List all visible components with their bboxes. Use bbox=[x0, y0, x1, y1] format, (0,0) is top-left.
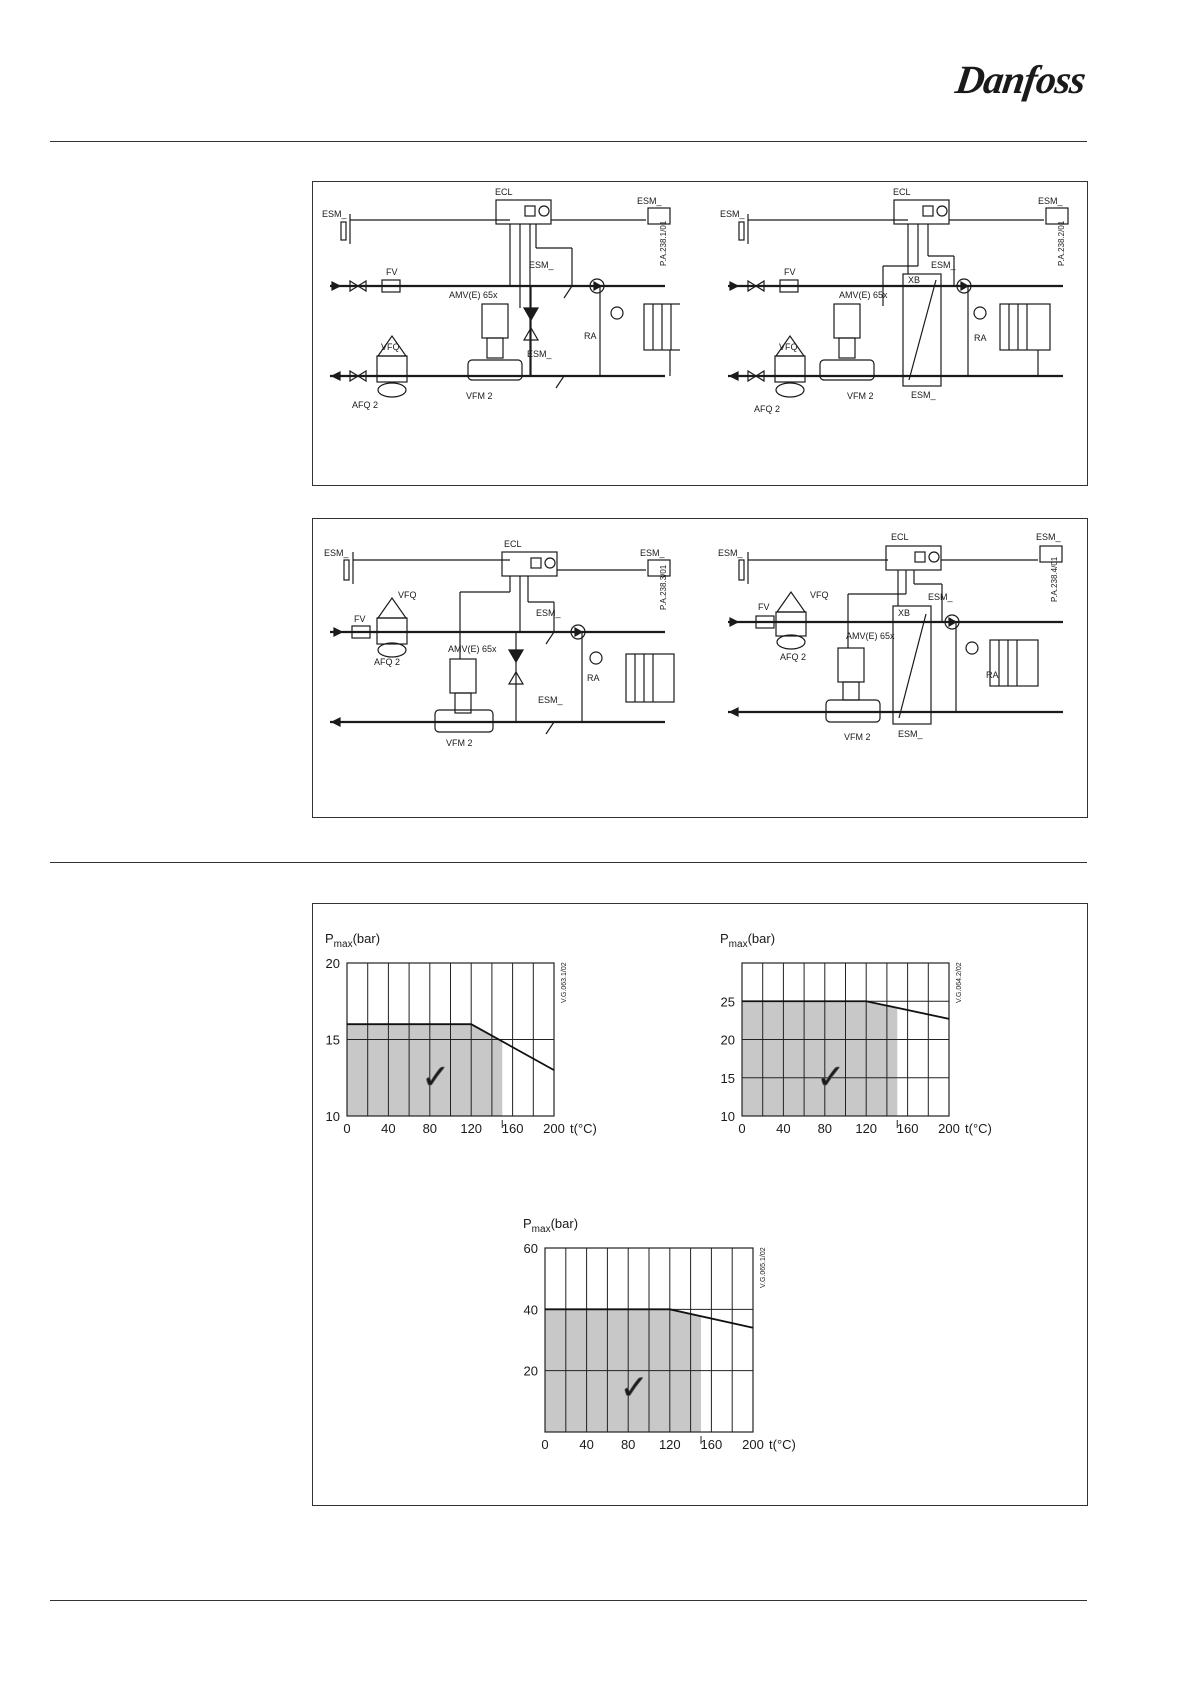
diagram-2 bbox=[718, 186, 1078, 426]
x-axis-label: t(°C) bbox=[965, 1121, 992, 1136]
y-tick-label: 40 bbox=[523, 1302, 538, 1318]
y-tick-label: 20 bbox=[720, 1032, 735, 1048]
room-sensor-symbol bbox=[341, 222, 346, 240]
label-afq: AFQ 2 bbox=[780, 652, 807, 662]
label-xb: XB bbox=[908, 275, 921, 285]
ref-code: P.A.238.3/01 bbox=[659, 564, 668, 610]
y-tick-label: 20 bbox=[523, 1363, 538, 1379]
ref-code: P.A.238.2/01 bbox=[1057, 220, 1066, 266]
check-icon: ✓ bbox=[421, 1058, 451, 1097]
label-esm-return: ESM_ bbox=[527, 349, 552, 359]
y-tick-label: 10 bbox=[325, 1109, 340, 1124]
check-icon: ✓ bbox=[619, 1368, 649, 1407]
label-fv: FV bbox=[758, 602, 770, 612]
label-afq: AFQ 2 bbox=[374, 657, 401, 667]
footer-rule bbox=[50, 1600, 1087, 1601]
label-esm-hx-top: ESM_ bbox=[928, 592, 953, 602]
x-tick-label: 40 bbox=[579, 1437, 594, 1452]
ref-code: P.A.238.4/01 bbox=[1050, 556, 1059, 602]
label-esm-room: ESM_ bbox=[322, 209, 347, 219]
label-vfq: VFQ bbox=[398, 590, 417, 600]
label-fv: FV bbox=[354, 614, 366, 624]
label-esm-supply: ESM_ bbox=[536, 608, 561, 618]
x-tick-label: 80 bbox=[422, 1121, 438, 1136]
label-vfm: VFM 2 bbox=[847, 391, 874, 401]
label-actuator: AMV(E) 65x bbox=[839, 290, 888, 300]
label-ecl: ECL bbox=[504, 539, 522, 549]
chart-1 bbox=[325, 931, 597, 1136]
label-esm-hx-bottom: ESM_ bbox=[898, 729, 923, 739]
label-xb: XB bbox=[898, 608, 911, 618]
label-fv: FV bbox=[784, 267, 796, 277]
label-esm-outdoor: ESM_ bbox=[1036, 532, 1061, 542]
x-tick-label: 80 bbox=[817, 1121, 833, 1136]
label-esm-outdoor: ESM_ bbox=[640, 548, 665, 558]
y-tick-label: 25 bbox=[720, 994, 735, 1010]
chart-ref-code: V.G.065.1/02 bbox=[760, 1247, 767, 1288]
x-tick-label: 120 bbox=[658, 1437, 681, 1452]
y-tick-label: 15 bbox=[325, 1032, 340, 1048]
label-afq: AFQ 2 bbox=[754, 404, 781, 414]
label-ra: RA bbox=[974, 333, 987, 343]
label-ra: RA bbox=[587, 673, 600, 683]
x-tick-label: 0 bbox=[343, 1121, 351, 1136]
label-ra: RA bbox=[584, 331, 597, 341]
label-vfq: VFQ bbox=[810, 590, 829, 600]
label-esm-room: ESM_ bbox=[720, 209, 745, 219]
x-tick-label: 40 bbox=[776, 1121, 791, 1136]
label-fv: FV bbox=[386, 267, 398, 277]
y-tick-label: 20 bbox=[325, 956, 340, 971]
x-tick-label: 160 bbox=[501, 1121, 524, 1136]
label-esm-supply: ESM_ bbox=[529, 260, 554, 270]
label-ecl: ECL bbox=[495, 187, 513, 197]
x-tick-label: 160 bbox=[700, 1437, 723, 1452]
x-tick-label: 40 bbox=[381, 1121, 396, 1136]
label-actuator: AMV(E) 65x bbox=[448, 644, 497, 654]
x-tick-label: 0 bbox=[541, 1437, 549, 1452]
y-axis-label: $P_{max}(bar)$ bbox=[720, 931, 776, 950]
diagram-4 bbox=[718, 522, 1078, 767]
label-esm-hx-top: ESM_ bbox=[931, 260, 956, 270]
label-actuator: AMV(E) 65x bbox=[846, 631, 895, 641]
header-rule bbox=[50, 141, 1087, 142]
y-axis-label: $P_{max}(bar)$ bbox=[325, 931, 381, 950]
chart-2 bbox=[720, 931, 992, 1136]
label-esm-return: ESM_ bbox=[538, 695, 563, 705]
label-ecl: ECL bbox=[893, 187, 911, 197]
label-vfm: VFM 2 bbox=[844, 732, 871, 742]
chart-ref-code: V.G.063.1/02 bbox=[561, 962, 568, 1003]
label-ra: RA bbox=[986, 670, 999, 680]
x-tick-label: 200 bbox=[543, 1121, 565, 1136]
y-tick-label: 15 bbox=[720, 1070, 735, 1086]
x-tick-label: 0 bbox=[738, 1121, 746, 1136]
diagram-1 bbox=[320, 186, 680, 426]
y-tick-label: 10 bbox=[720, 1109, 735, 1124]
danfoss-logo: Danfoss bbox=[952, 57, 1088, 102]
x-tick-label: 160 bbox=[896, 1121, 919, 1136]
x-axis-label: t(°C) bbox=[570, 1121, 597, 1136]
x-tick-label: 80 bbox=[620, 1437, 636, 1452]
label-actuator: AMV(E) 65x bbox=[449, 290, 498, 300]
label-esm-room: ESM_ bbox=[324, 548, 349, 558]
label-vfm: VFM 2 bbox=[466, 391, 493, 401]
x-axis-label: t(°C) bbox=[769, 1437, 796, 1452]
label-vfq: VFQ bbox=[779, 342, 798, 352]
check-icon: ✓ bbox=[816, 1058, 846, 1097]
ref-code: P.A.238.1/01 bbox=[659, 220, 668, 266]
y-axis-label: $P_{max}(bar)$ bbox=[523, 1216, 579, 1235]
section-rule bbox=[50, 862, 1087, 863]
label-esm-outdoor: ESM_ bbox=[1038, 196, 1063, 206]
chart-ref-code: V.G.064.2/02 bbox=[956, 962, 963, 1003]
y-tick-label: 60 bbox=[523, 1241, 538, 1256]
x-tick-label: 120 bbox=[855, 1121, 878, 1136]
x-tick-label: 200 bbox=[938, 1121, 960, 1136]
label-vfq: VFQ bbox=[381, 342, 400, 352]
label-afq: AFQ 2 bbox=[352, 400, 379, 410]
charts-svg bbox=[312, 903, 1088, 1503]
x-tick-label: 200 bbox=[742, 1437, 764, 1452]
label-vfm: VFM 2 bbox=[446, 738, 473, 748]
label-esm-room: ESM_ bbox=[718, 548, 743, 558]
x-tick-label: 120 bbox=[460, 1121, 483, 1136]
chart-3 bbox=[523, 1216, 796, 1452]
label-esm-outdoor: ESM_ bbox=[637, 196, 662, 206]
label-esm-hx-bottom: ESM_ bbox=[911, 390, 936, 400]
label-ecl: ECL bbox=[891, 532, 909, 542]
diagram-3 bbox=[320, 522, 680, 767]
